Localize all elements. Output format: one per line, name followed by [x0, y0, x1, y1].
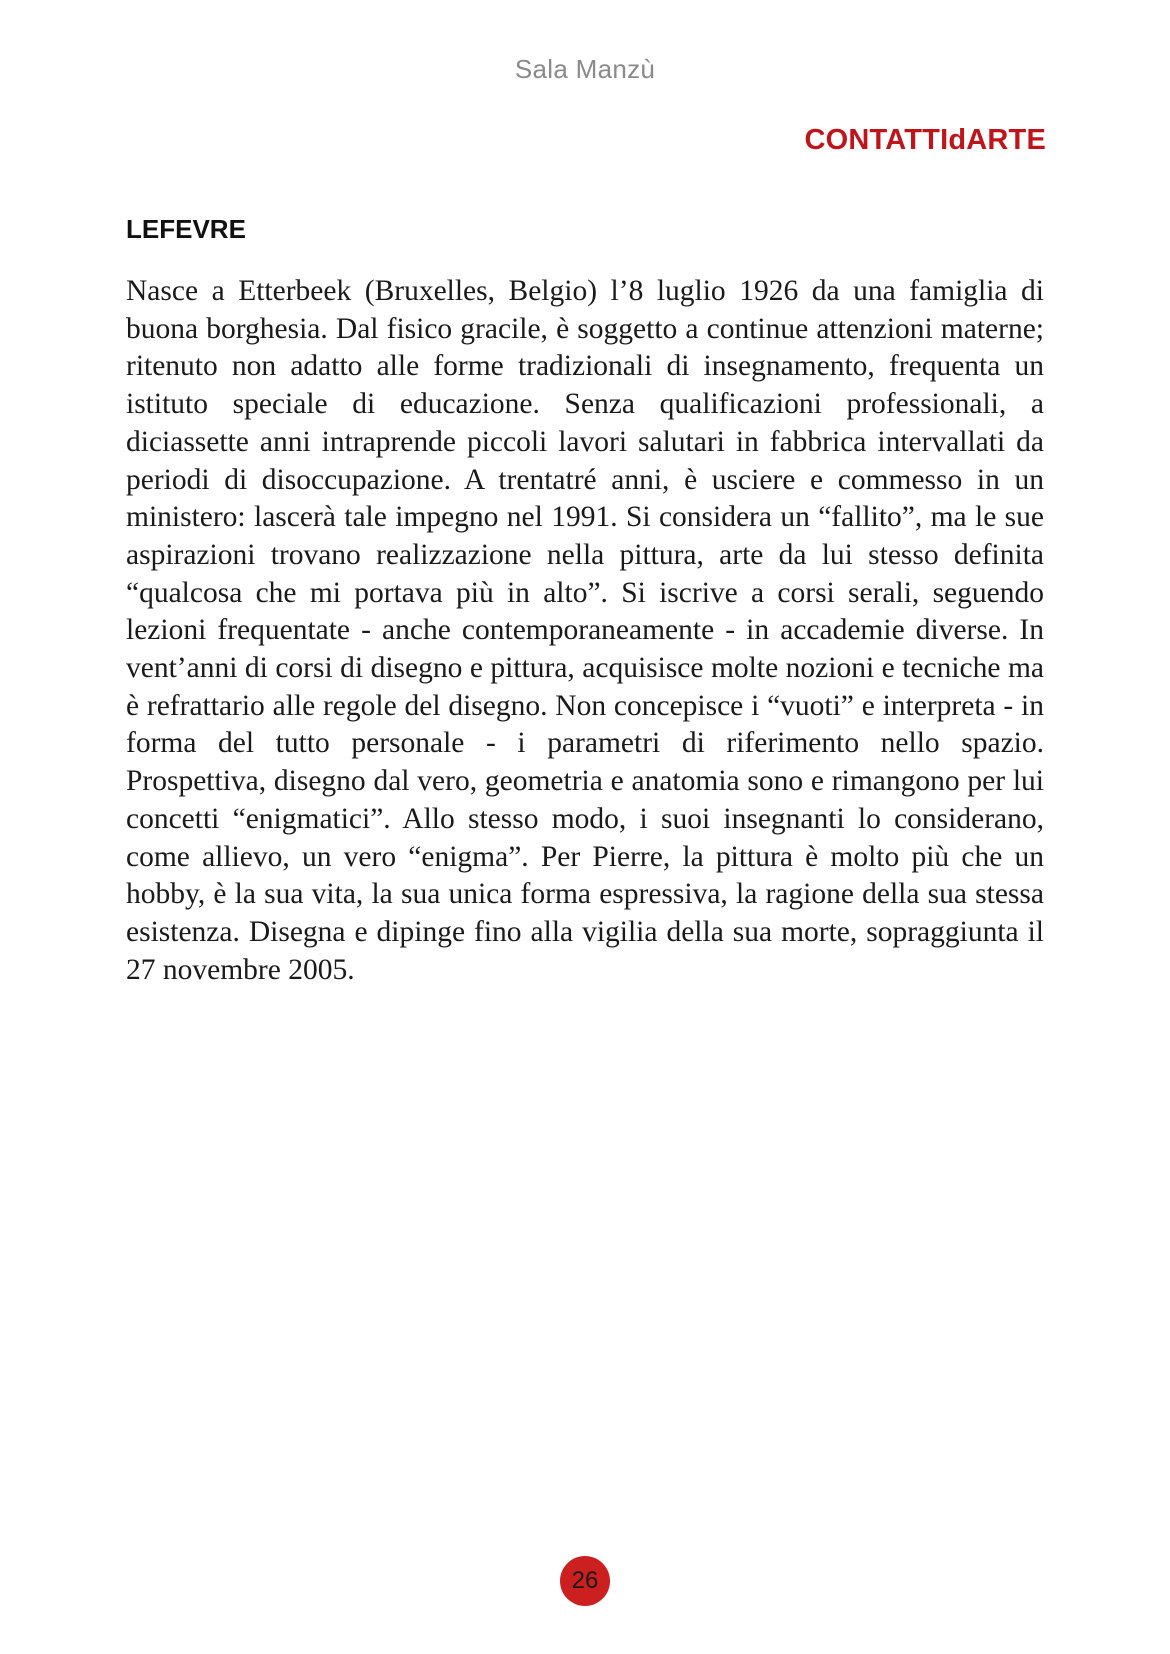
section-tag: CONTATTIdARTE: [804, 124, 1046, 156]
article-body: Nasce a Etterbeek (Bruxelles, Belgio) l’8 luglio 1926 da una famiglia di buona borghesia. Dal fisico gracile, è soggetto a continue attenzioni materne; ritenuto non adatto alle forme tradizionali di insegnamento, frequenta un istituto speciale di educazione. Senza qualificazioni professionali, a diciassette anni intraprende piccoli lavori salutari in fabbrica intervallati da periodi di disoccupazione. A trentatré anni, è usciere e commesso in un ministero: lascerà tale impegno nel 1991. Si considera un “fallito”, ma le sue aspirazioni trovano realizzazione nella pittura, arte da lui stesso definita “qualcosa che mi portava più in alto”. Si iscrive a corsi serali, seguendo lezioni frequentate - anche contemporaneamente - in accademie diverse. In vent’anni di corsi di disegno e pittura, acquisisce molte nozioni e tecniche ma è refrattario alle regole del disegno. Non concepisce i “vuoti” e interpreta - in forma del tutto personale - i parametri di riferimento nello spazio. Prospettiva, disegno dal vero, geometria e anatomia sono e rimangono per lui concetti “enigmatici”. Allo stesso modo, i suoi insegnanti lo considerano, come allievo, un vero “enigma”. Per Pierre, la pittura è molto più che un hobby, è la sua vita, la sua unica forma espressiva, la ragione della sua stessa esistenza. Disegna e dipinge fino alla vigilia della sua morte, sopraggiunta il 27 novembre 2005.: [126, 275, 1044, 986]
running-header: Sala Manzù: [514, 54, 656, 84]
article-title: LEFEVRE: [126, 214, 246, 244]
page-number-badge: 26: [560, 1556, 610, 1606]
